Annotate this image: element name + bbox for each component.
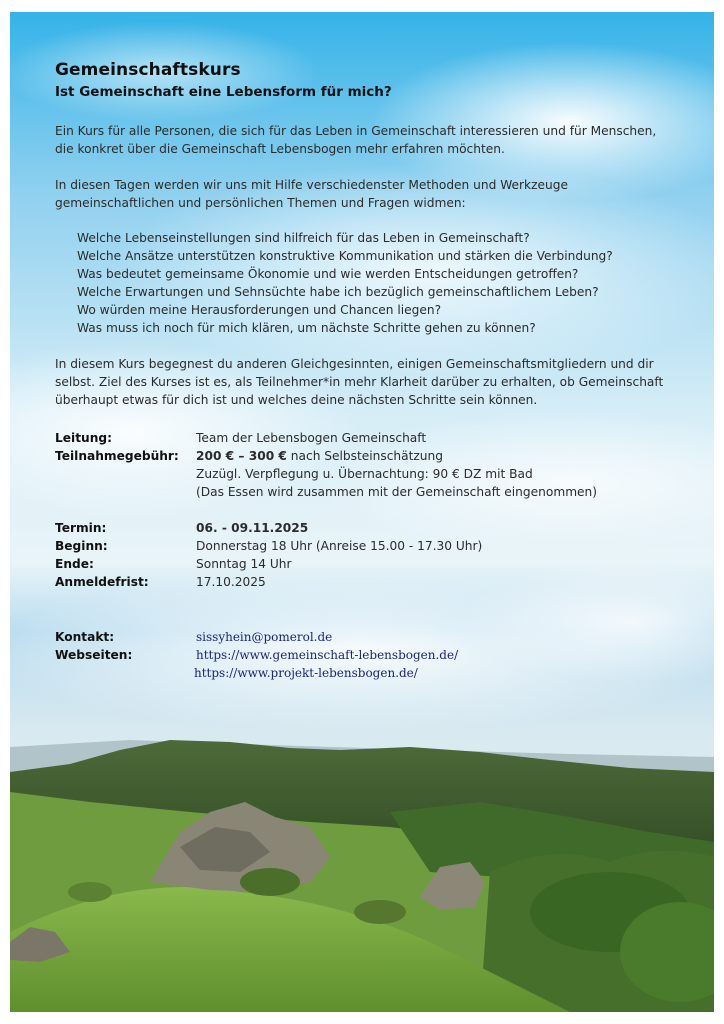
question-item: Welche Lebenseinstellungen sind hilfreich für das Leben in Gemeinschaft? — [77, 231, 530, 245]
beginn-label: Beginn: — [55, 539, 108, 553]
deadline-label: Anmeldefrist: — [55, 575, 149, 589]
contact — [55, 628, 665, 682]
termin-label: Termin: — [55, 521, 107, 535]
deadline-value: 17.10.2025 — [196, 575, 266, 589]
beginn-value: Donnerstag 18 Uhr (Anreise 15.00 - 17.30 Uhr) — [196, 539, 483, 553]
schedule — [55, 519, 665, 591]
intro-paragraph: Ein Kurs für alle Personen, die sich für das Leben in Gemeinschaft interessieren und für Menschen, die konkret über die Gemeinschaft Lebensbogen mehr erfahren möchten. — [55, 124, 657, 156]
course-title: Gemeinschaftskurs — [55, 60, 241, 80]
termin-value: 06. - 09.11.2025 — [196, 521, 309, 535]
course-subtitle: Ist Gemeinschaft eine Lebensform für mich? — [55, 84, 392, 100]
course-details — [55, 429, 665, 501]
fee-label: Teilnahmegebühr: — [55, 449, 179, 463]
methods-paragraph: In diesen Tagen werden wir uns mit Hilfe verschiedenster Methoden und Werkzeuge gemeinschaftlichen und persönlichen Themen und Fragen widmen: — [55, 178, 568, 210]
website-link-projekt[interactable]: https://www.projekt-lebensbogen.de/ — [194, 666, 418, 680]
websites-label: Webseiten: — [55, 648, 133, 662]
question-item: Welche Erwartungen und Sehnsüchte habe ich bezüglich gemeinschaftlichem Leben? — [77, 285, 599, 299]
fee-note: nach Selbsteinschätzung — [290, 449, 443, 463]
leitung-label: Leitung: — [55, 431, 112, 445]
ende-value: Sonntag 14 Uhr — [196, 557, 292, 571]
leitung-value: Team der Lebensbogen Gemeinschaft — [196, 431, 427, 445]
contact-label: Kontakt: — [55, 630, 115, 644]
question-list — [77, 229, 665, 337]
website-link-gemeinschaft[interactable]: https://www.gemeinschaft-lebensbogen.de/ — [196, 648, 459, 662]
fee-extra: Zuzügl. Verpflegung u. Übernachtung: 90 € DZ mit Bad — [196, 467, 533, 481]
question-item: Was muss ich noch für mich klären, um nächste Schritte gehen zu können? — [77, 321, 536, 335]
ende-label: Ende: — [55, 557, 94, 571]
outro-paragraph: In diesem Kurs begegnest du anderen Gleichgesinnten, einigen Gemeinschaftsmitgliedern und dir selbst. Ziel des Kurses ist es, als Teilnehmer*in mehr Klarheit darüber zu erhalten, ob Gemeinschaft überhaupt etwas für dich ist und welches deine nächsten Schritte sein können. — [55, 357, 664, 407]
fee-meal-note: (Das Essen wird zusammen mit der Gemeinschaft eingenommen) — [196, 485, 598, 499]
email-link[interactable]: sissyhein@pomerol.de — [196, 630, 333, 644]
fee-amount: 200 € – 300 € — [196, 449, 287, 463]
fee-value — [196, 447, 665, 465]
question-item: Welche Ansätze unterstützen konstruktive Kommunikation und stärken die Verbindung? — [77, 249, 613, 263]
question-item: Wo würden meine Herausforderungen und Chancen liegen? — [77, 303, 442, 317]
question-item: Was bedeutet gemeinsame Ökonomie und wie werden Entscheidungen getroffen? — [77, 267, 579, 281]
flyer-content — [55, 58, 665, 682]
